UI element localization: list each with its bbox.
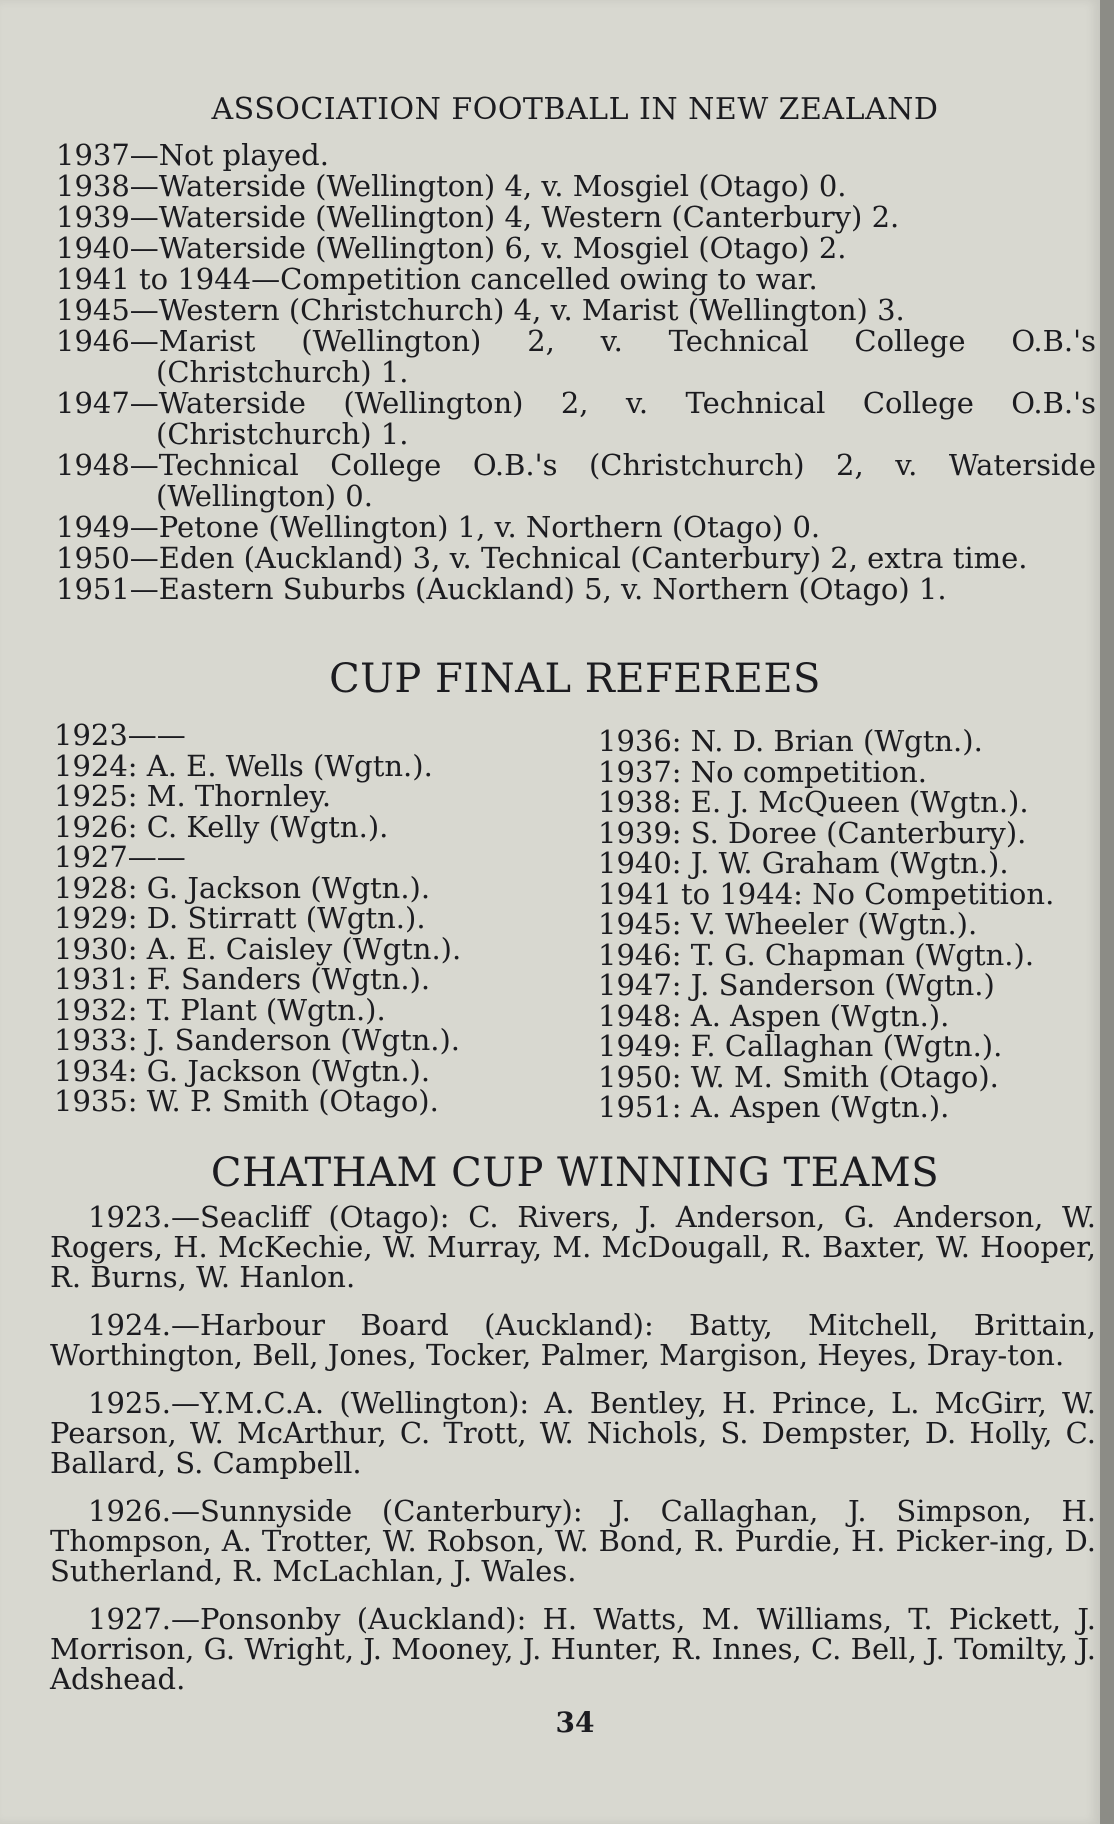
team-paragraph: 1925.—Y.M.C.A. (Wellington): A. Bentley, H. Prince, L. McGirr, W. Pearson, W. McArthur, C. Trott, W. Nichols, S. Dempster, D. Holly, C. Ballard, S. Campbell. bbox=[50, 1386, 1096, 1480]
referee-entry: 1937: No competition. bbox=[598, 754, 927, 789]
team-paragraph: 1927.—Ponsonby (Auckland): H. Watts, M. Williams, T. Pickett, J. Morrison, G. Wright, J. Mooney, J. Hunter, R. Innes, C. Bell, J. Tomilty, J. Adshead. bbox=[50, 1602, 1096, 1696]
referee-entry: 1926: C. Kelly (Wgtn.). bbox=[54, 809, 389, 844]
referee-entry: 1929: D. Stirratt (Wgtn.). bbox=[54, 901, 426, 935]
referee-entry: 1930: A. E. Caisley (Wgtn.). bbox=[54, 931, 462, 966]
team-paragraph: 1926.—Sunnyside (Canterbury): J. Callaghan, J. Simpson, H. Thompson, A. Trotter, W. Robson, W. Bond, R. Purdie, H. Picker-ing, D. Sutherland, R. McLachlan, J. Wales. bbox=[50, 1494, 1096, 1588]
referee-entry: 1928: G. Jackson (Wgtn.). bbox=[54, 870, 431, 905]
referee-entry: 1938: E. J. McQueen (Wgtn.). bbox=[598, 785, 1029, 819]
referee-entry: 1950: W. M. Smith (Otago). bbox=[598, 1059, 999, 1094]
referee-entry: 1948: A. Aspen (Wgtn.). bbox=[598, 998, 950, 1033]
result-entry: 1951—Eastern Suburbs (Auckland) 5, v. Northern (Otago) 1. bbox=[56, 572, 947, 606]
referee-entry: 1936: N. D. Brian (Wgtn.). bbox=[598, 724, 983, 758]
referee-entry: 1947: J. Sanderson (Wgtn.) bbox=[598, 968, 995, 1002]
page-edge bbox=[1100, 0, 1114, 1824]
result-entry: 1939—Waterside (Wellington) 4, Western (Canterbury) 2. bbox=[56, 200, 900, 234]
team-paragraph: 1924.—Harbour Board (Auckland): Batty, Mitchell, Brittain, Worthington, Bell, Jones, Tocker, Palmer, Margison, Heyes, Dray-ton. bbox=[50, 1308, 1096, 1372]
referee-entry: 1925: M. Thornley. bbox=[54, 779, 332, 813]
team-paragraph: 1923.—Seacliff (Otago): C. Rivers, J. Anderson, G. Anderson, W. Rogers, H. McKechie, W. Murray, M. McDougall, R. Baxter, W. Hooper, R. Burns, W. Hanlon. bbox=[50, 1200, 1096, 1294]
referees-column-left bbox=[54, 720, 461, 1117]
winning-teams-list bbox=[50, 1202, 1096, 1712]
result-entry: 1945—Western (Christchurch) 4, v. Marist (Wellington) 3. bbox=[56, 293, 905, 327]
referee-entry: 1924: A. E. Wells (Wgtn.). bbox=[54, 748, 433, 783]
result-entry: 1949—Petone (Wellington) 1, v. Northern (Otago) 0. bbox=[56, 510, 821, 544]
referee-entry: 1934: G. Jackson (Wgtn.). bbox=[54, 1053, 431, 1088]
result-entry: 1948—Technical College O.B.'s (Christchurch) 2, v. Waterside (Wellington) 0. bbox=[56, 448, 1096, 513]
referee-entry: 1935: W. P. Smith (Otago). bbox=[54, 1084, 439, 1118]
page-number: 34 bbox=[555, 1706, 595, 1739]
result-entry: 1950—Eden (Auckland) 3, v. Technical (Canterbury) 2, extra time. bbox=[56, 541, 1028, 575]
referee-entry: 1951: A. Aspen (Wgtn.). bbox=[598, 1090, 950, 1124]
referee-entry: 1939: S. Doree (Canterbury). bbox=[598, 815, 1027, 850]
winning-teams-heading: CHATHAM CUP WINNING TEAMS bbox=[210, 1150, 940, 1196]
referee-entry: 1949: F. Callaghan (Wgtn.). bbox=[598, 1029, 1003, 1063]
referee-entry: 1923—— bbox=[54, 718, 186, 752]
referee-entry: 1932: T. Plant (Wgtn.). bbox=[54, 992, 386, 1027]
final-results-list bbox=[56, 140, 1096, 605]
result-entry: 1947—Waterside (Wellington) 2, v. Technical College O.B.'s (Christchurch) 1. bbox=[56, 386, 1096, 451]
result-entry: 1938—Waterside (Wellington) 4, v. Mosgiel (Otago) 0. bbox=[56, 169, 847, 203]
result-entry: 1946—Marist (Wellington) 2, v. Technical College O.B.'s (Christchurch) 1. bbox=[56, 324, 1096, 389]
result-entry: 1937—Not played. bbox=[56, 138, 329, 172]
running-head: ASSOCIATION FOOTBALL IN NEW ZEALAND bbox=[211, 92, 939, 127]
referee-entry: 1945: V. Wheeler (Wgtn.). bbox=[598, 907, 978, 941]
referee-entry: 1941 to 1944: No Competition. bbox=[598, 876, 1055, 911]
referee-entry: 1927—— bbox=[54, 840, 186, 874]
referees-heading: CUP FINAL REFEREES bbox=[329, 656, 821, 702]
referee-entry: 1931: F. Sanders (Wgtn.). bbox=[54, 962, 431, 996]
result-entry: 1940—Waterside (Wellington) 6, v. Mosgiel (Otago) 2. bbox=[56, 231, 847, 265]
referees-column-right bbox=[598, 726, 1054, 1123]
result-entry: 1941 to 1944—Competition cancelled owing to war. bbox=[56, 262, 818, 296]
referee-entry: 1946: T. G. Chapman (Wgtn.). bbox=[598, 937, 1035, 972]
referee-entry: 1940: J. W. Graham (Wgtn.). bbox=[598, 846, 1009, 880]
referee-entry: 1933: J. Sanderson (Wgtn.). bbox=[54, 1023, 461, 1057]
